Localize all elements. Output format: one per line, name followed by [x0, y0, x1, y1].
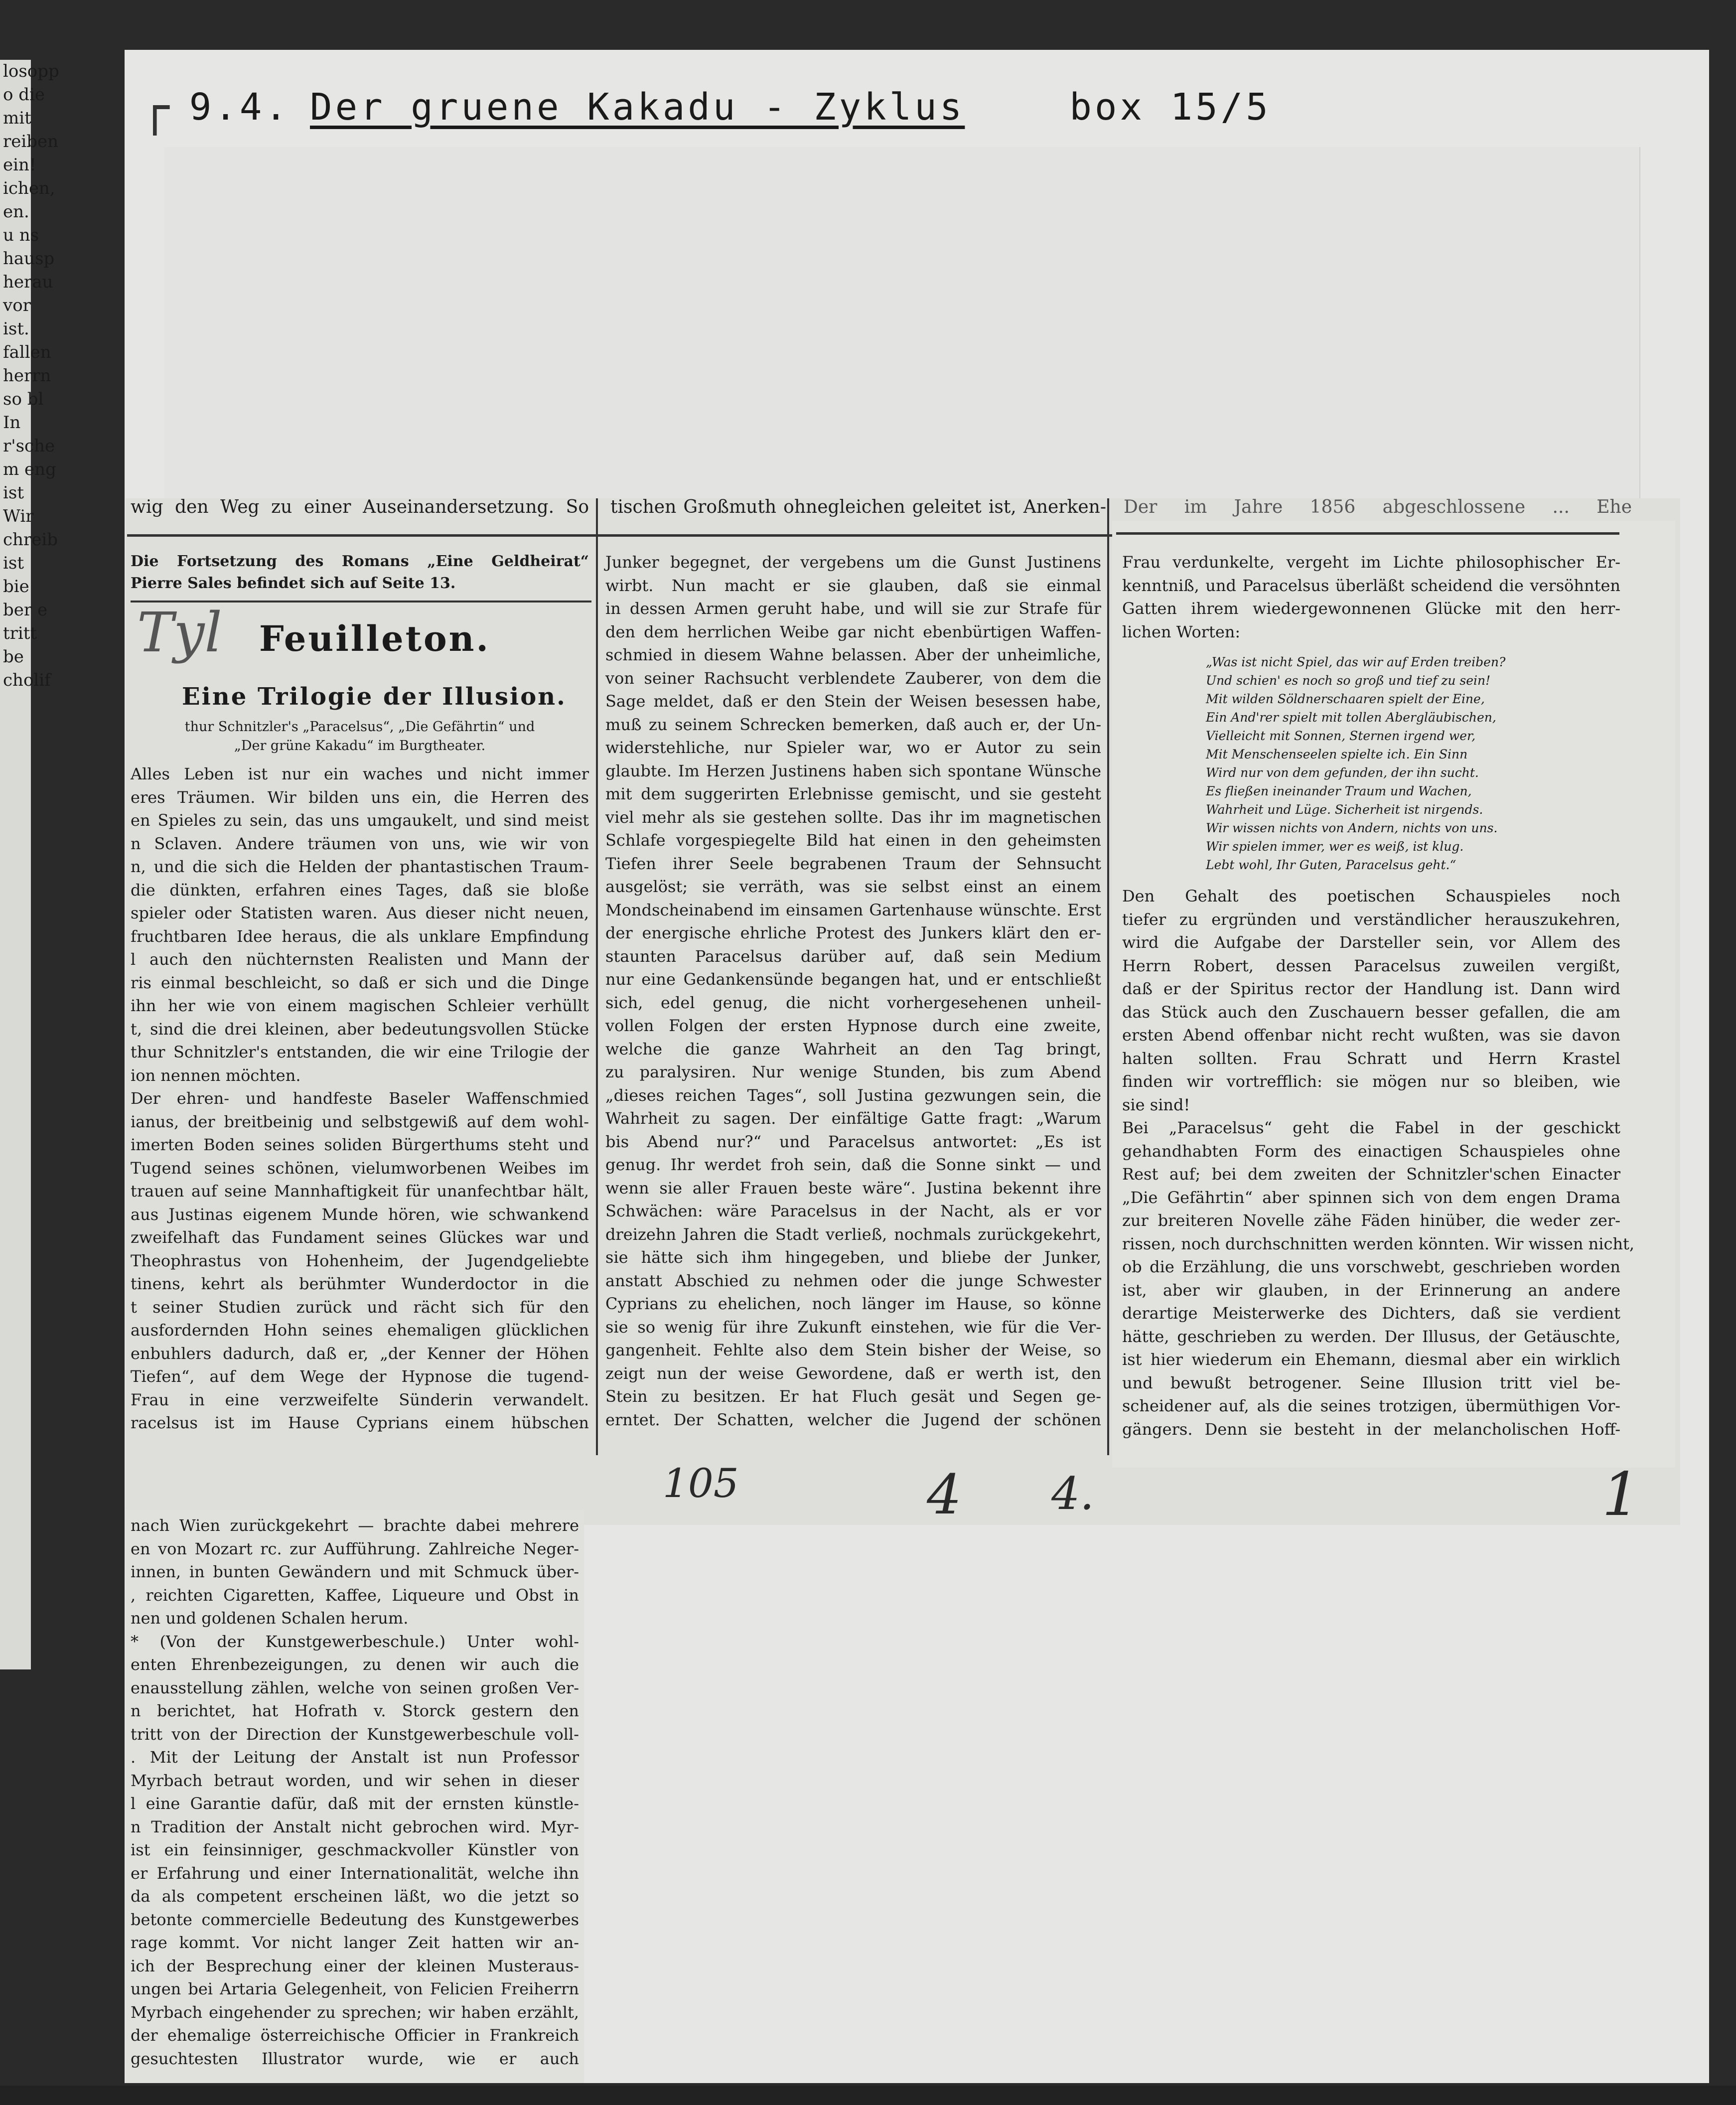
adjacent-page-line: ein! — [3, 155, 36, 175]
overlap-middle: tischen Großmuth ohnegleichen geleitet ist, Anerken- — [610, 497, 1106, 517]
text-line: Den Gehalt des poetischen Schauspieles noch — [1122, 887, 1620, 905]
text-line: zeigt nun der weise Gewordene, daß er werth ist, den — [605, 1363, 1101, 1383]
overlap-right: Der im Jahre 1856 abgeschlossene ... Ehe — [1124, 497, 1632, 517]
feuilleton-heading: Feuilleton. — [259, 618, 490, 659]
text-line: ion nennen möchten. — [131, 1065, 301, 1085]
adjacent-page-line: ichen, — [3, 178, 55, 198]
text-line: Rest auf; bei dem zweiten der Schnitzler'schen Einacter — [1122, 1165, 1620, 1184]
paracelsus-poem — [1206, 653, 1505, 874]
adjacent-page-line: vor — [3, 296, 31, 315]
text-line: sie hätte sich ihm hingegeben, und bliebe der Junker, — [605, 1248, 1101, 1267]
text-line: Myrbach eingehender zu sprechen; wir haben erzählt, — [131, 2002, 579, 2022]
text-line: Sage meldet, daß er den Stein der Weisen besessen habe, — [605, 692, 1101, 711]
text-line: thur Schnitzler's entstanden, die wir eine Trilogie der — [131, 1043, 589, 1061]
text-line: eres Träumen. Wir bilden uns ein, die Herren des — [131, 787, 589, 807]
text-line: finden wir vortrefflich: sie mögen nur so bleiben, wie — [1122, 1072, 1620, 1091]
handwritten-number-105: 105 — [663, 1460, 739, 1506]
text-line: staunten Paracelsus darüber auf, daß sein Medium — [605, 946, 1101, 966]
text-line: scheidener auf, als die seines trotzigen, übermüthigen Vor- — [1122, 1396, 1620, 1415]
header-box: box 15/5 — [1069, 86, 1271, 129]
text-line: anstatt Abschied zu nehmen oder die junge Schwester — [605, 1271, 1101, 1290]
text-line: „Die Gefährtin“ aber spinnen sich von dem engen Drama — [1122, 1188, 1620, 1207]
text-line: glaubte. Im Herzen Justinens haben sich spontane Wünsche — [605, 761, 1101, 780]
lower-clipping-text — [131, 1514, 579, 2070]
text-line: en Spieles zu sein, das uns umgaukelt, und sind meist — [131, 811, 589, 830]
text-line: l eine Garantie dafür, daß mit der ernsten künstle- — [131, 1794, 579, 1813]
text-line: * (Von der Kunstgewerbeschule.) Unter wohl- — [131, 1632, 579, 1651]
text-line: zu paralysiren. Nur wenige Stunden, bis zum Abend — [605, 1062, 1101, 1081]
handwritten-number-4a: 4 — [927, 1463, 962, 1526]
scan-border-bottom — [0, 2086, 1736, 2105]
text-line: da als competent erscheinen läßt, wo die jetzt so — [131, 1887, 579, 1906]
adjacent-page-line: so bl — [3, 389, 44, 409]
adjacent-page-line: hausp — [3, 249, 55, 269]
article-column-1 — [131, 762, 589, 1435]
text-line: zur breiteren Novelle zähe Fäden hinüber, die weder zer- — [1122, 1211, 1620, 1230]
adjacent-page-line: chreib — [3, 530, 58, 550]
blank-clipping-area — [164, 147, 1640, 502]
article-subtitle: thur Schnitzler's „Paracelsus“, „Die Gefährtin“ und „Der grüne Kakadu“ im Burgtheater. — [184, 719, 535, 753]
text-line: innen, in bunten Gewändern und mit Schmuck über- — [131, 1562, 579, 1581]
text-line: sie sind! — [1122, 1095, 1190, 1114]
text-line: t, sind die drei kleinen, aber bedeutungsvollen Stücke — [131, 1019, 589, 1039]
text-line: daß er der Spiritus rector der Handlung ist. Dann wird — [1122, 979, 1620, 998]
text-line: imerten Boden seines soliden Bürgerthums steht und — [131, 1135, 589, 1154]
text-line: Gatten ihrem wiedergewonnenen Glücke mit den herr- — [1122, 599, 1620, 618]
article-column-3-top — [1122, 551, 1620, 643]
text-line: Frau in eine verzweifelte Sünderin verwandelt. — [131, 1390, 589, 1409]
text-line: sie so wenig für ihre Zukunft einstehen, wie für die Ver- — [605, 1317, 1101, 1337]
text-line: ausfordernden Hohn seines ehemaligen glücklichen — [131, 1321, 589, 1340]
text-line: halten sollten. Frau Schratt und Herrn Krastel — [1122, 1049, 1620, 1068]
text-line: ich der Besprechung einer der kleinen Musteraus- — [131, 1956, 579, 1975]
adjacent-page-line: In — [3, 413, 21, 433]
adjacent-page-line: ber e — [3, 600, 48, 620]
text-line: enausstellung zählen, welche von seinen großen Ver- — [131, 1678, 579, 1697]
text-line: Tiefen“, auf dem Wege der Hypnose die tugend- — [131, 1367, 589, 1386]
header-index: 9.4. — [189, 86, 290, 129]
text-line: enbuhlers dadurch, daß er, „der Kenner der Höhen — [131, 1344, 589, 1363]
text-line: rissen, noch durchschnitten werden könnten. Wir wissen nicht, — [1122, 1234, 1635, 1253]
text-line: rage kommt. Vor nicht langer Zeit hatten wir an- — [131, 1933, 579, 1952]
text-line: betonte commercielle Bedeutung des Kunstgewerbes — [131, 1910, 579, 1929]
text-line: gangenheit. Fehlte also dem Stein bisher der Weise, so — [605, 1341, 1101, 1359]
archive-header — [141, 80, 1271, 135]
text-line: n Sclaven. Andere träumen von uns, wie wir von — [131, 834, 589, 853]
text-line: und bewußt betrogener. Seine Illusion tritt viel be- — [1122, 1373, 1620, 1392]
text-line: er Erfahrung und einer Internationalität, welche ihn — [131, 1863, 579, 1883]
text-line: n berichtet, hat Hofrath v. Storck gestern den — [131, 1701, 579, 1720]
text-line: tiefer zu ergründen und verständlicher herauszukehren, — [1122, 909, 1620, 929]
text-line: l auch den nüchternsten Realisten und Mann der — [131, 950, 589, 969]
text-line: ihn her wie von einem magischen Schleier verhüllt — [131, 996, 589, 1015]
text-line: Theophrastus von Hohenheim, der Jugendgeliebte — [131, 1251, 589, 1270]
text-line: Stein zu besitzen. Er hat Fluch gesät und Segen ge- — [605, 1387, 1101, 1406]
adjacent-page-line: ist. — [3, 319, 29, 339]
text-line: der energische ehrliche Protest des Junkers klärt den er- — [605, 923, 1101, 942]
text-line: in dessen Armen geruht habe, und will sie zur Strafe für — [605, 599, 1101, 618]
text-line: schmied in diesem Wahne belassen. Aber der unheimliche, — [605, 645, 1101, 664]
text-line: en von Mozart rc. zur Aufführung. Zahlreiche Neger- — [131, 1539, 579, 1558]
text-line: tritt von der Direction der Kunstgewerbeschule voll- — [131, 1724, 579, 1744]
adjacent-page-line: herau — [3, 272, 53, 292]
text-line: spieler oder Statisten waren. Aus dieser nicht neuen, — [131, 903, 589, 922]
poem-line: Ein And'rer spielt mit tollen Abergläubischen, — [1206, 710, 1496, 725]
text-line: t seiner Studien zurück und rächt sich für den — [131, 1297, 589, 1317]
text-line: Myrbach betraut worden, und wir sehen in dieser — [131, 1771, 579, 1790]
text-line: Tiefen ihrer Seele begrabenen Traum der Sehnsucht — [605, 854, 1101, 873]
poem-line: Wird nur von dem gefunden, der ihn sucht. — [1206, 765, 1479, 780]
serial-notice: Die Fortsetzung des Romans „Eine Geldheirat“ Pierre Sales befindet sich auf Seite 13. — [131, 553, 589, 592]
text-line: dreizehn Jahren die Stadt verließ, nochmals zurückgekehrt, — [605, 1224, 1101, 1244]
poem-line: „Was ist nicht Spiel, das wir auf Erden treiben? — [1206, 655, 1506, 669]
overlap-left: wig den Weg zu einer Auseinandersetzung. So — [131, 497, 589, 517]
text-line: Schwächen: wäre Paracelsus in der Nacht, als er vor — [605, 1202, 1101, 1220]
text-line: lichen Worten: — [1122, 622, 1241, 641]
handwritten-number-4b: 4. — [1051, 1468, 1094, 1520]
adjacent-page-strip — [0, 60, 59, 1669]
text-line: wirbt. Nun macht er sie glauben, daß sie einmal — [605, 576, 1101, 595]
text-line: n, und die sich die Helden der phantastischen Traum- — [131, 857, 589, 876]
column-rule-1 — [596, 498, 598, 1455]
text-line: ist hier wiederum ein Ehemann, diesmal aber ein wirklich — [1122, 1350, 1620, 1369]
text-line: Der ehren- und handfeste Baseler Waffenschmied — [131, 1089, 589, 1108]
text-line: ianus, der breitbeinig und selbstgewiß auf dem wohl- — [131, 1112, 589, 1131]
text-line: muß zu seinem Schrecken bemerken, daß auch er, der Un- — [605, 715, 1101, 734]
text-line: viel mehr als sie gestehen sollte. Das ihr im magnetischen — [605, 807, 1101, 827]
text-line: welche die ganze Wahrheit an den Tag bringt, — [605, 1039, 1101, 1058]
text-line: Junker begegnet, der vergebens um die Gunst Justinens — [605, 553, 1101, 572]
adjacent-page-line: tritt — [3, 623, 37, 643]
text-line: gesuchtesten Illustrator wurde, wie er auch — [131, 2049, 579, 2068]
text-line: gängers. Denn sie besteht in der melancholischen Hoff- — [1122, 1419, 1620, 1439]
text-line: ausgelöst; sie verräth, was sie selbst einst an einem — [605, 877, 1101, 896]
article-column-3-bottom — [1122, 885, 1635, 1441]
adjacent-page-line: herrn — [3, 366, 51, 386]
corner-bracket-mark: ┌ — [141, 79, 172, 135]
text-line: nen und goldenen Schalen herum. — [131, 1609, 409, 1628]
text-line: erntet. Der Schatten, welcher die Jugend der schönen — [605, 1410, 1101, 1429]
text-line: , reichten Cigaretten, Kaffee, Liqueure und Obst in — [131, 1585, 579, 1605]
article-column-2 — [605, 551, 1101, 1431]
handwritten-number-1: 1 — [1602, 1460, 1640, 1529]
adjacent-page-line: reiben — [3, 132, 59, 151]
adjacent-page-line: m eng — [3, 459, 56, 479]
text-line: kenntniß, und Paracelsus überläßt scheidend die versöhnten — [1122, 576, 1620, 595]
text-line: ist, aber wir glauben, in der Erinnerung an andere — [1122, 1280, 1620, 1300]
adjacent-page-line: bie — [3, 577, 29, 597]
text-line: enten Ehrenbezeigungen, zu denen wir auch die — [131, 1655, 579, 1674]
adjacent-page-line: Wir — [3, 506, 34, 526]
text-line: Frau verdunkelte, vergeht im Lichte philosophischer Er- — [1122, 553, 1620, 572]
adjacent-page-line: fallen — [3, 342, 51, 362]
text-line: n Tradition der Anstalt nicht gebrochen wird. Myr- — [131, 1817, 579, 1836]
text-line: hätte, geschrieben zu werden. Der Illusus, der Getäuschte, — [1122, 1327, 1620, 1346]
poem-line: Mit Menschenseelen spielte ich. Ein Sinn — [1206, 747, 1468, 761]
text-line: der ehemalige österreichische Officier in Frankreich — [131, 2026, 579, 2045]
text-line: Bei „Paracelsus“ geht die Fabel in der geschickt — [1122, 1118, 1620, 1137]
text-line: „dieses reichen Tages“, soll Justina gezwungen sein, die — [605, 1085, 1101, 1105]
poem-line: Und schien' es noch so groß und tief zu sein! — [1206, 673, 1491, 688]
adjacent-page-line: ist — [3, 483, 24, 503]
text-line: Tugend seines schönen, vielumworbenen Weibes im — [131, 1158, 589, 1178]
text-line: wenn sie aller Frauen beste wäre“. Justina bekennt ihre — [605, 1178, 1101, 1198]
poem-line: Lebt wohl, Ihr Guten, Paracelsus geht.“ — [1206, 858, 1456, 872]
text-line: zweifelhaft das Fundament seines Glückes war und — [131, 1228, 589, 1247]
poem-line: Wir wissen nichts von Andern, nichts von uns. — [1206, 821, 1498, 835]
adjacent-page-line: ist — [3, 553, 24, 573]
text-line: von seiner Rachsucht verblendete Zauberer, von dem die — [605, 668, 1101, 688]
text-line: Herrn Robert, dessen Paracelsus zuweilen vergißt, — [1122, 956, 1620, 975]
text-line: bis Abend nur?“ und Paracelsus antwortet: „Es ist — [605, 1132, 1101, 1151]
text-line: trauen auf seine Mannhaftigkeit für unanfechtbar hält, — [131, 1182, 589, 1201]
text-line: die dünkten, erfahren eines Tages, daß sie bloße — [131, 880, 589, 900]
text-line: aus Justinas eigenem Munde hören, wie schwankend — [131, 1204, 589, 1224]
text-line: ungen bei Artaria Gelegenheit, von Felicien Freiherrn — [131, 1979, 579, 1998]
poem-line: Wir spielen immer, wer es weiß, ist klug. — [1206, 839, 1464, 854]
text-line: sich, edel genug, die nicht vorhergesehenen unheil- — [605, 993, 1101, 1012]
text-line: . Mit der Leitung der Anstalt ist nun Professor — [131, 1748, 579, 1767]
text-line: Mondscheinabend im einsamen Gartenhause wünschte. Erst — [605, 900, 1101, 919]
adjacent-page-line: r'sche — [3, 436, 55, 456]
text-line: ob die Erzählung, die uns vorschwebt, geschrieben worden — [1122, 1257, 1620, 1276]
adjacent-page-line: o die — [3, 85, 45, 105]
text-line: nur eine Gedankensünde begangen hat, und er entschließt — [605, 970, 1101, 989]
adjacent-page-line: losopp — [3, 61, 59, 81]
adjacent-page-line: cholif — [3, 670, 51, 690]
article-title: Eine Trilogie der Illusion. — [182, 683, 567, 711]
text-line: gehandhabten Form des einactigen Schauspieles ohne — [1122, 1141, 1620, 1161]
text-line: das Stück auch den Zuschauern besser gefallen, die am — [1122, 1002, 1620, 1022]
adjacent-page-line: en. — [3, 202, 29, 222]
poem-line: Es fließen ineinander Traum und Wachen, — [1206, 784, 1472, 798]
text-line: racelsus ist im Hause Cyprians einem hübschen — [131, 1413, 589, 1432]
adjacent-page-line: be — [3, 647, 24, 667]
poem-line: Mit wilden Söldnerschaaren spielt der Eine, — [1206, 692, 1485, 706]
text-line: Wahrheit zu sagen. Der einfältige Gatte fragt: „Warum — [605, 1109, 1101, 1128]
text-line: ist ein feinsinniger, geschmackvoller Künstler von — [131, 1840, 579, 1859]
column-rule-2 — [1107, 498, 1109, 1455]
text-line: vollen Folgen der ersten Hypnose durch eine zweite, — [605, 1016, 1101, 1035]
text-line: wird die Aufgabe der Darsteller sein, vor Allem des — [1122, 933, 1620, 952]
text-line: widerstehliche, nur Spieler war, wo er Autor zu sein — [605, 738, 1101, 757]
text-line: tinens, kehrt als berühmter Wunderdoctor in die — [131, 1274, 589, 1293]
text-line: mit dem suggerirten Erlebnisse gemischt, und sie gesteht — [605, 784, 1101, 803]
text-line: Alles Leben ist nur ein waches und nicht immer — [131, 764, 589, 783]
text-line: Schlafe vorgespiegelte Bild hat einen in den geheimsten — [605, 831, 1101, 850]
text-line: Cyprians zu ehelichen, noch länger im Hause, so könne — [605, 1294, 1101, 1313]
handwritten-annotation-tyl: Tyl — [137, 601, 222, 664]
poem-line: Wahrheit und Lüge. Sicherheit ist nirgends. — [1206, 802, 1483, 817]
poem-line: Vielleicht mit Sonnen, Sternen irgend wer, — [1206, 729, 1476, 743]
text-line: den dem herrlichen Weibe gar nicht ebenbürtigen Waffen- — [605, 622, 1101, 641]
adjacent-page-line: mit — [3, 108, 31, 128]
header-title: Der gruene Kakadu - Zyklus — [310, 86, 965, 129]
text-line: ris einmal beschleicht, so daß er sich und die Dinge — [131, 973, 589, 992]
text-line: nach Wien zurückgekehrt — brachte dabei mehrere — [131, 1516, 579, 1535]
text-line: genug. Ihr werdet froh sein, daß die Sonne sinkt — und — [605, 1155, 1101, 1174]
text-line: fruchtbaren Idee heraus, die als unklare Empfindung — [131, 926, 589, 946]
adjacent-page-line: u ns — [3, 225, 39, 245]
text-line: ersten Abend offenbar nicht recht wußten, was sie davon — [1122, 1026, 1620, 1045]
text-line: derartige Meisterwerke des Dichters, daß sie verdient — [1122, 1304, 1620, 1323]
column-3-top-rule — [1116, 532, 1619, 535]
